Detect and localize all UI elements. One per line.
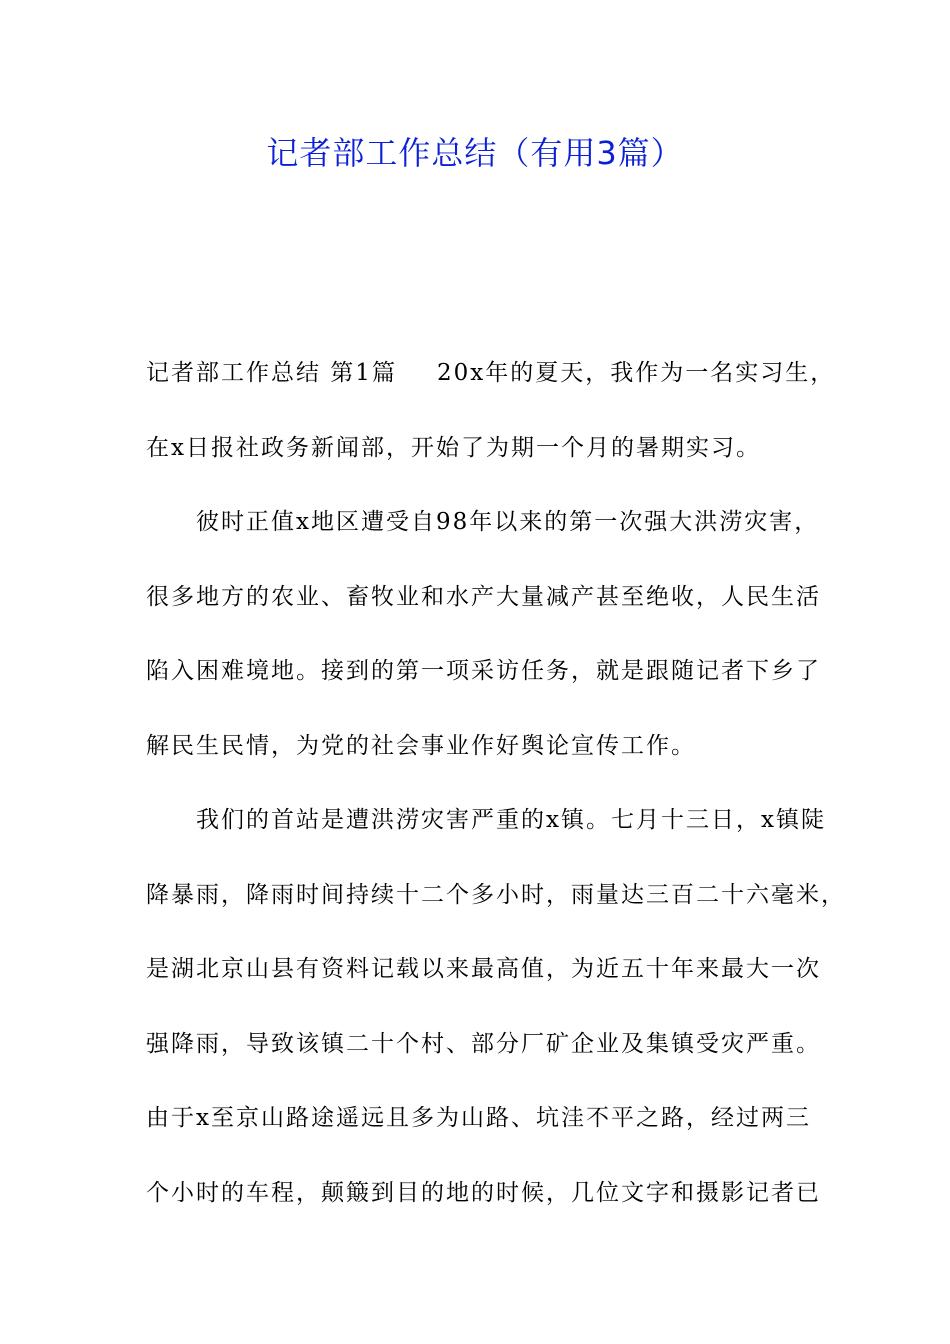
body-line-9: 是湖北京山县有资料记载以来最高值，为近五十年来最大一次 [146, 956, 821, 982]
body-line-5: 陷入困难境地。接到的第一项采访任务，就是跟随记者下乡了 [146, 658, 821, 684]
body-line-6: 解民生民情，为党的社会事业作好舆论宣传工作。 [146, 732, 696, 759]
body-line-2: 在x日报社政务新闻部，开始了为期一个月的暑期实习。 [146, 434, 761, 461]
body-line-7: 我们的首站是遭洪涝灾害严重的x镇。七月十三日，x镇陡 [196, 807, 826, 833]
body-line-3: 彼时正值x地区遭受自98年以来的第一次强大洪涝灾害， [196, 509, 820, 535]
body-line-1-text: 20x年的夏天，我作为一名实习生， [436, 360, 836, 386]
body-line-1 [146, 336, 836, 411]
document-body [146, 336, 846, 1230]
document-title: 记者部工作总结（有用3篇） [266, 134, 684, 172]
body-line-10: 强降雨，导致该镇二十个村、部分厂矿企业及集镇受灾严重。 [146, 1030, 821, 1057]
body-line-4: 很多地方的农业、畜牧业和水产大量减产甚至绝收，人民生活 [146, 583, 821, 610]
body-line-11: 由于x至京山路途遥远且多为山路、坑洼不平之路，经过两三 [146, 1105, 811, 1131]
body-line-8: 降暴雨，降雨时间持续十二个多小时，雨量达三百二十六毫米， [146, 881, 846, 908]
section-heading: 记者部工作总结 第1篇 [146, 360, 397, 386]
body-line-12: 个小时的车程，颠簸到目的地的时候，几位文字和摄影记者已 [146, 1179, 821, 1206]
